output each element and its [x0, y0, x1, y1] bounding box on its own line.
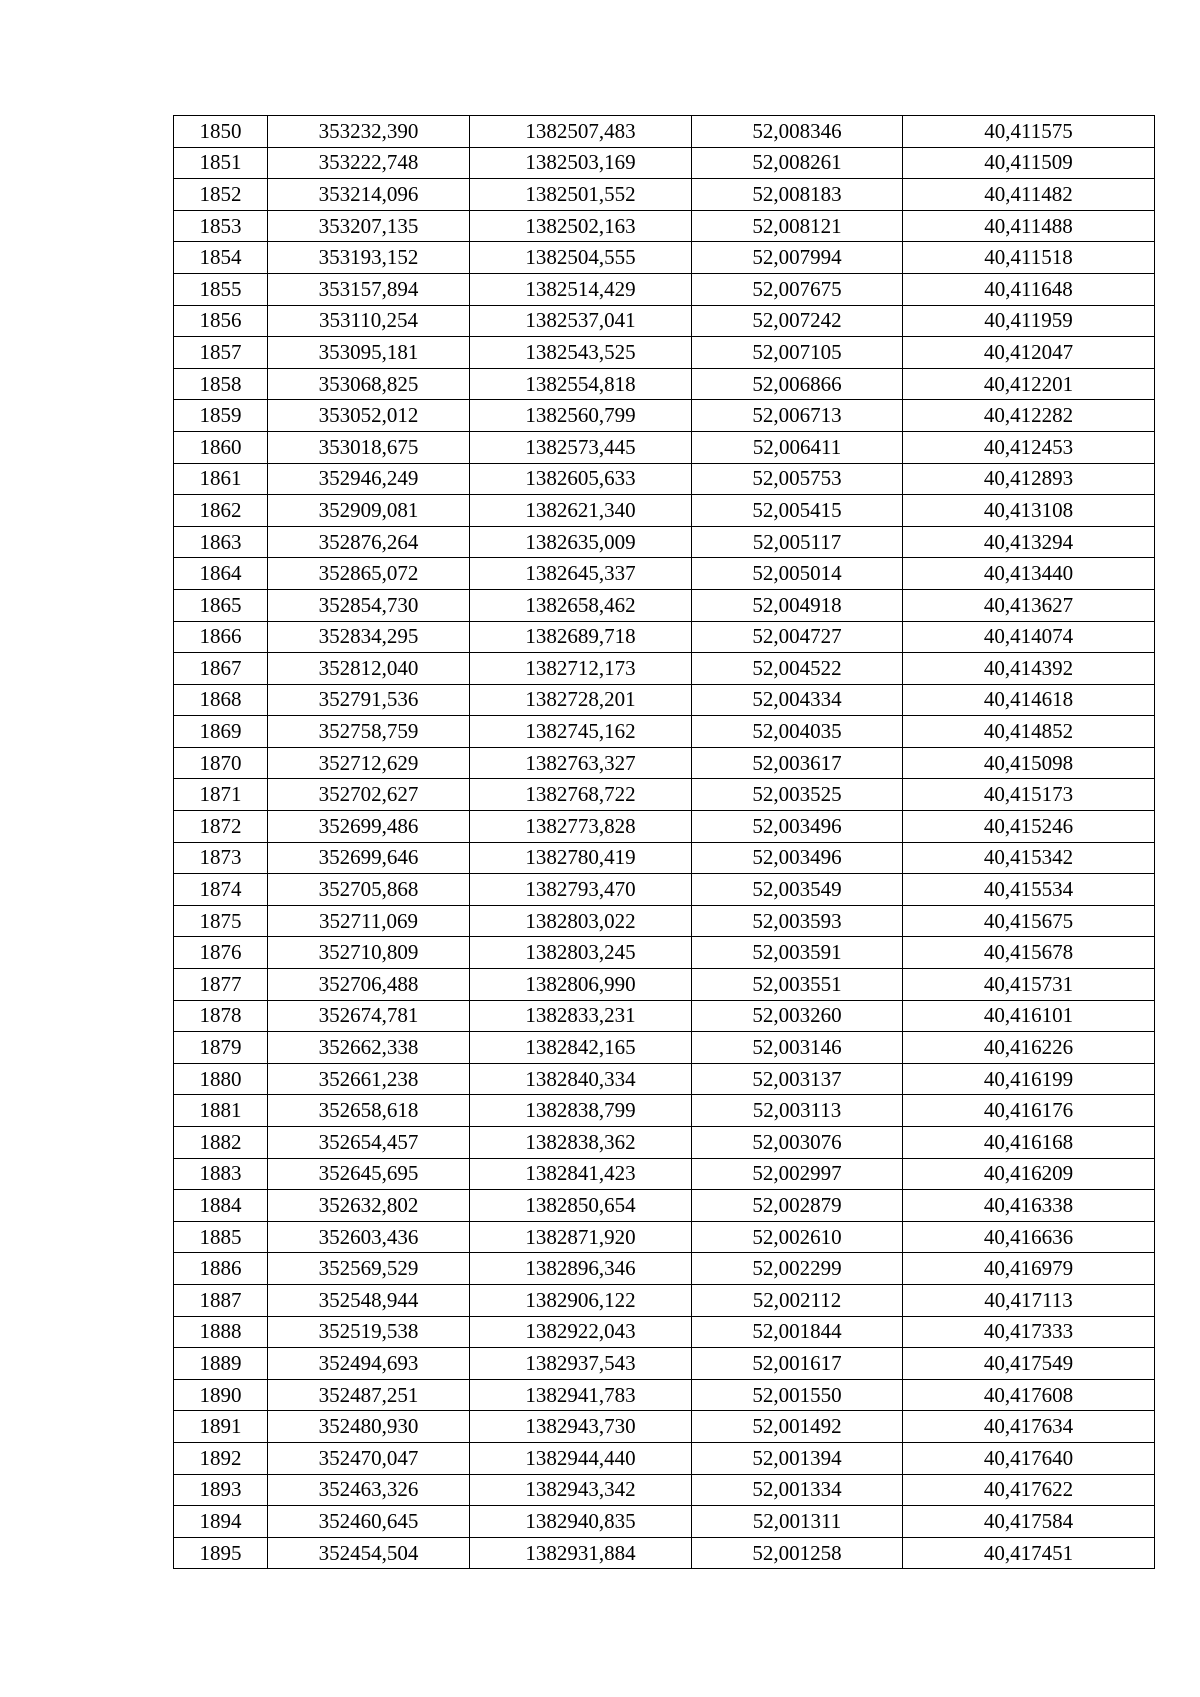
x-coordinate-cell: 352494,693 [268, 1348, 470, 1380]
latitude-cell: 52,008261 [692, 147, 903, 179]
y-coordinate-cell: 1382689,718 [470, 621, 692, 653]
x-coordinate-cell: 352674,781 [268, 1000, 470, 1032]
point-number-cell: 1883 [174, 1158, 268, 1190]
x-coordinate-cell: 352632,802 [268, 1190, 470, 1222]
latitude-cell: 52,002610 [692, 1221, 903, 1253]
longitude-cell: 40,417608 [903, 1379, 1155, 1411]
x-coordinate-cell: 352706,488 [268, 969, 470, 1001]
table-row [174, 431, 1155, 463]
y-coordinate-cell: 1382906,122 [470, 1284, 692, 1316]
point-number-cell: 1874 [174, 874, 268, 906]
x-coordinate-cell: 352702,627 [268, 779, 470, 811]
latitude-cell: 52,007675 [692, 273, 903, 305]
y-coordinate-cell: 1382645,337 [470, 558, 692, 590]
x-coordinate-cell: 352834,295 [268, 621, 470, 653]
longitude-cell: 40,411518 [903, 242, 1155, 274]
x-coordinate-cell: 353110,254 [268, 305, 470, 337]
x-coordinate-cell: 352654,457 [268, 1127, 470, 1159]
latitude-cell: 52,003113 [692, 1095, 903, 1127]
longitude-cell: 40,416199 [903, 1063, 1155, 1095]
point-number-cell: 1877 [174, 969, 268, 1001]
table-row [174, 1442, 1155, 1474]
table-row [174, 400, 1155, 432]
point-number-cell: 1868 [174, 684, 268, 716]
x-coordinate-cell: 352865,072 [268, 558, 470, 590]
longitude-cell: 40,415246 [903, 811, 1155, 843]
latitude-cell: 52,004035 [692, 716, 903, 748]
latitude-cell: 52,008346 [692, 116, 903, 148]
latitude-cell: 52,002112 [692, 1284, 903, 1316]
table-row [174, 1411, 1155, 1443]
table-row [174, 526, 1155, 558]
point-number-cell: 1864 [174, 558, 268, 590]
table-row [174, 273, 1155, 305]
y-coordinate-cell: 1382773,828 [470, 811, 692, 843]
y-coordinate-cell: 1382940,835 [470, 1506, 692, 1538]
table-row [174, 463, 1155, 495]
y-coordinate-cell: 1382842,165 [470, 1032, 692, 1064]
y-coordinate-cell: 1382937,543 [470, 1348, 692, 1380]
point-number-cell: 1866 [174, 621, 268, 653]
table-row [174, 1379, 1155, 1411]
point-number-cell: 1851 [174, 147, 268, 179]
latitude-cell: 52,001617 [692, 1348, 903, 1380]
y-coordinate-cell: 1382712,173 [470, 653, 692, 685]
table-row [174, 653, 1155, 685]
longitude-cell: 40,416101 [903, 1000, 1155, 1032]
point-number-cell: 1860 [174, 431, 268, 463]
longitude-cell: 40,412282 [903, 400, 1155, 432]
longitude-cell: 40,413440 [903, 558, 1155, 590]
y-coordinate-cell: 1382780,419 [470, 842, 692, 874]
latitude-cell: 52,003137 [692, 1063, 903, 1095]
longitude-cell: 40,411482 [903, 179, 1155, 211]
latitude-cell: 52,003146 [692, 1032, 903, 1064]
point-number-cell: 1884 [174, 1190, 268, 1222]
latitude-cell: 52,004918 [692, 589, 903, 621]
y-coordinate-cell: 1382833,231 [470, 1000, 692, 1032]
point-number-cell: 1890 [174, 1379, 268, 1411]
longitude-cell: 40,415731 [903, 969, 1155, 1001]
longitude-cell: 40,417634 [903, 1411, 1155, 1443]
table-row [174, 179, 1155, 211]
y-coordinate-cell: 1382838,362 [470, 1127, 692, 1159]
table-row [174, 305, 1155, 337]
longitude-cell: 40,411488 [903, 210, 1155, 242]
y-coordinate-cell: 1382503,169 [470, 147, 692, 179]
y-coordinate-cell: 1382803,022 [470, 905, 692, 937]
point-number-cell: 1880 [174, 1063, 268, 1095]
y-coordinate-cell: 1382605,633 [470, 463, 692, 495]
longitude-cell: 40,417333 [903, 1316, 1155, 1348]
x-coordinate-cell: 353193,152 [268, 242, 470, 274]
x-coordinate-cell: 352812,040 [268, 653, 470, 685]
longitude-cell: 40,416338 [903, 1190, 1155, 1222]
latitude-cell: 52,001844 [692, 1316, 903, 1348]
longitude-cell: 40,415534 [903, 874, 1155, 906]
point-number-cell: 1889 [174, 1348, 268, 1380]
longitude-cell: 40,415098 [903, 747, 1155, 779]
longitude-cell: 40,417622 [903, 1474, 1155, 1506]
y-coordinate-cell: 1382745,162 [470, 716, 692, 748]
y-coordinate-cell: 1382841,423 [470, 1158, 692, 1190]
x-coordinate-cell: 352658,618 [268, 1095, 470, 1127]
longitude-cell: 40,412893 [903, 463, 1155, 495]
table-row [174, 937, 1155, 969]
x-coordinate-cell: 352699,486 [268, 811, 470, 843]
latitude-cell: 52,006411 [692, 431, 903, 463]
table-row [174, 1348, 1155, 1380]
y-coordinate-cell: 1382850,654 [470, 1190, 692, 1222]
longitude-cell: 40,417549 [903, 1348, 1155, 1380]
longitude-cell: 40,411959 [903, 305, 1155, 337]
y-coordinate-cell: 1382922,043 [470, 1316, 692, 1348]
x-coordinate-cell: 353232,390 [268, 116, 470, 148]
longitude-cell: 40,414074 [903, 621, 1155, 653]
table-row [174, 1537, 1155, 1569]
x-coordinate-cell: 353068,825 [268, 368, 470, 400]
table-row [174, 1095, 1155, 1127]
table-row [174, 368, 1155, 400]
longitude-cell: 40,412201 [903, 368, 1155, 400]
y-coordinate-cell: 1382943,730 [470, 1411, 692, 1443]
longitude-cell: 40,415675 [903, 905, 1155, 937]
table-row [174, 1253, 1155, 1285]
longitude-cell: 40,417113 [903, 1284, 1155, 1316]
x-coordinate-cell: 352470,047 [268, 1442, 470, 1474]
latitude-cell: 52,005753 [692, 463, 903, 495]
x-coordinate-cell: 353214,096 [268, 179, 470, 211]
latitude-cell: 52,001258 [692, 1537, 903, 1569]
point-number-cell: 1857 [174, 337, 268, 369]
point-number-cell: 1891 [174, 1411, 268, 1443]
table-row [174, 621, 1155, 653]
point-number-cell: 1865 [174, 589, 268, 621]
latitude-cell: 52,001311 [692, 1506, 903, 1538]
point-number-cell: 1893 [174, 1474, 268, 1506]
table-row [174, 874, 1155, 906]
latitude-cell: 52,006713 [692, 400, 903, 432]
x-coordinate-cell: 353207,135 [268, 210, 470, 242]
y-coordinate-cell: 1382941,783 [470, 1379, 692, 1411]
x-coordinate-cell: 352711,069 [268, 905, 470, 937]
point-number-cell: 1854 [174, 242, 268, 274]
y-coordinate-cell: 1382931,884 [470, 1537, 692, 1569]
longitude-cell: 40,413627 [903, 589, 1155, 621]
x-coordinate-cell: 353052,012 [268, 400, 470, 432]
point-number-cell: 1876 [174, 937, 268, 969]
longitude-cell: 40,417451 [903, 1537, 1155, 1569]
longitude-cell: 40,415678 [903, 937, 1155, 969]
table-row [174, 779, 1155, 811]
point-number-cell: 1859 [174, 400, 268, 432]
table-row [174, 495, 1155, 527]
x-coordinate-cell: 353222,748 [268, 147, 470, 179]
x-coordinate-cell: 353018,675 [268, 431, 470, 463]
coordinates-table-body [174, 116, 1155, 1569]
table-row [174, 811, 1155, 843]
latitude-cell: 52,004727 [692, 621, 903, 653]
table-row [174, 1158, 1155, 1190]
y-coordinate-cell: 1382514,429 [470, 273, 692, 305]
point-number-cell: 1886 [174, 1253, 268, 1285]
latitude-cell: 52,003549 [692, 874, 903, 906]
latitude-cell: 52,003617 [692, 747, 903, 779]
table-row [174, 242, 1155, 274]
y-coordinate-cell: 1382560,799 [470, 400, 692, 432]
point-number-cell: 1858 [174, 368, 268, 400]
coordinates-table [173, 115, 1155, 1569]
y-coordinate-cell: 1382728,201 [470, 684, 692, 716]
point-number-cell: 1856 [174, 305, 268, 337]
table-row [174, 589, 1155, 621]
x-coordinate-cell: 352876,264 [268, 526, 470, 558]
longitude-cell: 40,414852 [903, 716, 1155, 748]
latitude-cell: 52,002997 [692, 1158, 903, 1190]
point-number-cell: 1853 [174, 210, 268, 242]
x-coordinate-cell: 352548,944 [268, 1284, 470, 1316]
latitude-cell: 52,005117 [692, 526, 903, 558]
y-coordinate-cell: 1382838,799 [470, 1095, 692, 1127]
x-coordinate-cell: 352791,536 [268, 684, 470, 716]
point-number-cell: 1870 [174, 747, 268, 779]
latitude-cell: 52,003593 [692, 905, 903, 937]
x-coordinate-cell: 353157,894 [268, 273, 470, 305]
latitude-cell: 52,008183 [692, 179, 903, 211]
x-coordinate-cell: 352569,529 [268, 1253, 470, 1285]
latitude-cell: 52,002879 [692, 1190, 903, 1222]
latitude-cell: 52,002299 [692, 1253, 903, 1285]
point-number-cell: 1885 [174, 1221, 268, 1253]
latitude-cell: 52,007242 [692, 305, 903, 337]
table-row [174, 905, 1155, 937]
table-row [174, 1221, 1155, 1253]
point-number-cell: 1879 [174, 1032, 268, 1064]
point-number-cell: 1852 [174, 179, 268, 211]
table-row [174, 684, 1155, 716]
table-row [174, 1127, 1155, 1159]
longitude-cell: 40,416979 [903, 1253, 1155, 1285]
longitude-cell: 40,415342 [903, 842, 1155, 874]
longitude-cell: 40,417584 [903, 1506, 1155, 1538]
x-coordinate-cell: 352460,645 [268, 1506, 470, 1538]
longitude-cell: 40,415173 [903, 779, 1155, 811]
latitude-cell: 52,006866 [692, 368, 903, 400]
point-number-cell: 1872 [174, 811, 268, 843]
longitude-cell: 40,411509 [903, 147, 1155, 179]
point-number-cell: 1873 [174, 842, 268, 874]
table-row [174, 842, 1155, 874]
y-coordinate-cell: 1382840,334 [470, 1063, 692, 1095]
latitude-cell: 52,001550 [692, 1379, 903, 1411]
x-coordinate-cell: 352705,868 [268, 874, 470, 906]
longitude-cell: 40,417640 [903, 1442, 1155, 1474]
y-coordinate-cell: 1382768,722 [470, 779, 692, 811]
x-coordinate-cell: 352454,504 [268, 1537, 470, 1569]
x-coordinate-cell: 352758,759 [268, 716, 470, 748]
table-row [174, 210, 1155, 242]
x-coordinate-cell: 352946,249 [268, 463, 470, 495]
y-coordinate-cell: 1382537,041 [470, 305, 692, 337]
latitude-cell: 52,003551 [692, 969, 903, 1001]
point-number-cell: 1878 [174, 1000, 268, 1032]
latitude-cell: 52,008121 [692, 210, 903, 242]
longitude-cell: 40,414392 [903, 653, 1155, 685]
y-coordinate-cell: 1382944,440 [470, 1442, 692, 1474]
longitude-cell: 40,412047 [903, 337, 1155, 369]
latitude-cell: 52,001492 [692, 1411, 903, 1443]
point-number-cell: 1881 [174, 1095, 268, 1127]
x-coordinate-cell: 352487,251 [268, 1379, 470, 1411]
latitude-cell: 52,003496 [692, 811, 903, 843]
x-coordinate-cell: 352645,695 [268, 1158, 470, 1190]
latitude-cell: 52,003591 [692, 937, 903, 969]
y-coordinate-cell: 1382793,470 [470, 874, 692, 906]
latitude-cell: 52,004334 [692, 684, 903, 716]
y-coordinate-cell: 1382507,483 [470, 116, 692, 148]
table-row [174, 1000, 1155, 1032]
point-number-cell: 1887 [174, 1284, 268, 1316]
longitude-cell: 40,411575 [903, 116, 1155, 148]
latitude-cell: 52,003076 [692, 1127, 903, 1159]
y-coordinate-cell: 1382502,163 [470, 210, 692, 242]
longitude-cell: 40,416636 [903, 1221, 1155, 1253]
point-number-cell: 1895 [174, 1537, 268, 1569]
table-row [174, 1506, 1155, 1538]
point-number-cell: 1882 [174, 1127, 268, 1159]
x-coordinate-cell: 352463,326 [268, 1474, 470, 1506]
longitude-cell: 40,414618 [903, 684, 1155, 716]
longitude-cell: 40,416168 [903, 1127, 1155, 1159]
x-coordinate-cell: 353095,181 [268, 337, 470, 369]
point-number-cell: 1862 [174, 495, 268, 527]
y-coordinate-cell: 1382806,990 [470, 969, 692, 1001]
x-coordinate-cell: 352662,338 [268, 1032, 470, 1064]
y-coordinate-cell: 1382501,552 [470, 179, 692, 211]
y-coordinate-cell: 1382554,818 [470, 368, 692, 400]
longitude-cell: 40,416176 [903, 1095, 1155, 1127]
x-coordinate-cell: 352480,930 [268, 1411, 470, 1443]
latitude-cell: 52,001334 [692, 1474, 903, 1506]
x-coordinate-cell: 352710,809 [268, 937, 470, 969]
table-row [174, 558, 1155, 590]
point-number-cell: 1867 [174, 653, 268, 685]
y-coordinate-cell: 1382573,445 [470, 431, 692, 463]
point-number-cell: 1875 [174, 905, 268, 937]
longitude-cell: 40,413294 [903, 526, 1155, 558]
y-coordinate-cell: 1382803,245 [470, 937, 692, 969]
latitude-cell: 52,007105 [692, 337, 903, 369]
point-number-cell: 1850 [174, 116, 268, 148]
y-coordinate-cell: 1382543,525 [470, 337, 692, 369]
x-coordinate-cell: 352699,646 [268, 842, 470, 874]
y-coordinate-cell: 1382635,009 [470, 526, 692, 558]
latitude-cell: 52,005014 [692, 558, 903, 590]
longitude-cell: 40,411648 [903, 273, 1155, 305]
x-coordinate-cell: 352909,081 [268, 495, 470, 527]
point-number-cell: 1871 [174, 779, 268, 811]
table-row [174, 716, 1155, 748]
point-number-cell: 1855 [174, 273, 268, 305]
x-coordinate-cell: 352661,238 [268, 1063, 470, 1095]
longitude-cell: 40,416226 [903, 1032, 1155, 1064]
x-coordinate-cell: 352854,730 [268, 589, 470, 621]
table-row [174, 337, 1155, 369]
y-coordinate-cell: 1382871,920 [470, 1221, 692, 1253]
latitude-cell: 52,007994 [692, 242, 903, 274]
table-row [174, 747, 1155, 779]
y-coordinate-cell: 1382504,555 [470, 242, 692, 274]
longitude-cell: 40,413108 [903, 495, 1155, 527]
latitude-cell: 52,001394 [692, 1442, 903, 1474]
y-coordinate-cell: 1382658,462 [470, 589, 692, 621]
point-number-cell: 1863 [174, 526, 268, 558]
y-coordinate-cell: 1382763,327 [470, 747, 692, 779]
latitude-cell: 52,003525 [692, 779, 903, 811]
table-row [174, 969, 1155, 1001]
x-coordinate-cell: 352712,629 [268, 747, 470, 779]
point-number-cell: 1888 [174, 1316, 268, 1348]
table-row [174, 1284, 1155, 1316]
table-row [174, 1063, 1155, 1095]
point-number-cell: 1892 [174, 1442, 268, 1474]
table-row [174, 1316, 1155, 1348]
table-row [174, 1190, 1155, 1222]
table-row [174, 147, 1155, 179]
latitude-cell: 52,004522 [692, 653, 903, 685]
y-coordinate-cell: 1382943,342 [470, 1474, 692, 1506]
latitude-cell: 52,003260 [692, 1000, 903, 1032]
table-row [174, 116, 1155, 148]
x-coordinate-cell: 352519,538 [268, 1316, 470, 1348]
longitude-cell: 40,416209 [903, 1158, 1155, 1190]
point-number-cell: 1894 [174, 1506, 268, 1538]
latitude-cell: 52,003496 [692, 842, 903, 874]
table-row [174, 1474, 1155, 1506]
point-number-cell: 1861 [174, 463, 268, 495]
y-coordinate-cell: 1382896,346 [470, 1253, 692, 1285]
x-coordinate-cell: 352603,436 [268, 1221, 470, 1253]
y-coordinate-cell: 1382621,340 [470, 495, 692, 527]
latitude-cell: 52,005415 [692, 495, 903, 527]
point-number-cell: 1869 [174, 716, 268, 748]
table-row [174, 1032, 1155, 1064]
longitude-cell: 40,412453 [903, 431, 1155, 463]
